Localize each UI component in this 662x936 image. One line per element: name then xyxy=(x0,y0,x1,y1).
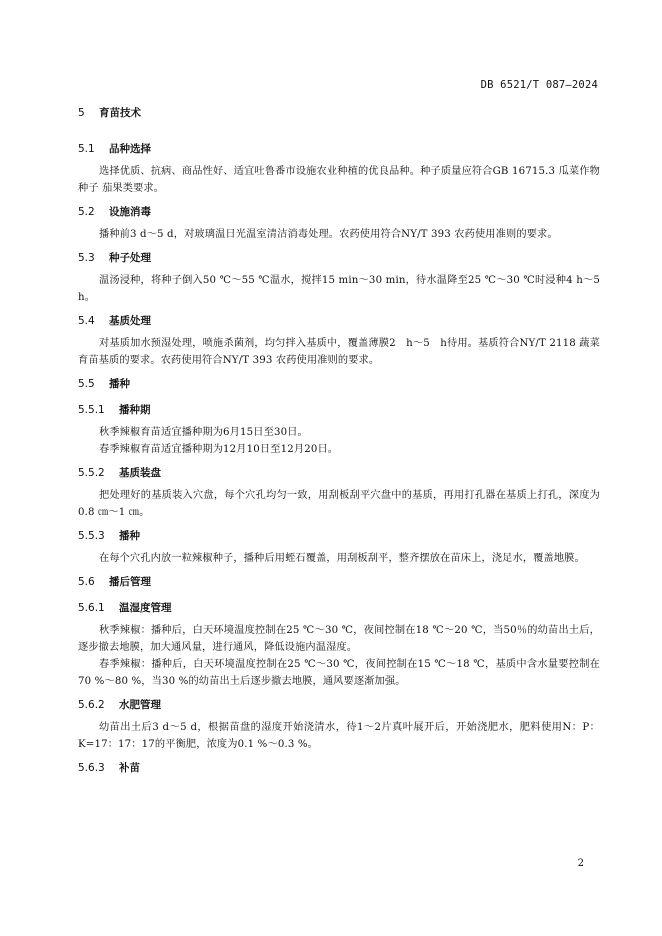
heading-5-6-3: 5.6.3 补苗 xyxy=(78,762,140,774)
heading-5-5: 5.5 播种 xyxy=(78,378,130,390)
heading-5-5-1: 5.5.1 播种期 xyxy=(78,404,151,416)
heading-5-4: 5.4 基质处理 xyxy=(78,315,151,327)
paragraph: 播种前3 d～5 d，对玻璃温日光温室清洁消毒处理。农药使用符合NY/T 393 农药使用准则的要求。 xyxy=(99,229,558,240)
paragraph: 春季辣椒育苗适宜播种期为12月10日至12月20日。 xyxy=(99,444,339,455)
paragraph: 把处理好的基质装入穴盘，每个穴孔均匀一致，用刮板刮平穴盘中的基质，再用打孔器在基质上打孔，深度为0.8 ㎝～1 ㎝。 xyxy=(78,490,600,518)
page-number: 2 xyxy=(577,858,584,869)
heading-5: 5 育苗技术 xyxy=(78,107,141,119)
heading-5-1: 5.1 品种选择 xyxy=(78,143,151,155)
page-content xyxy=(78,104,600,775)
paragraph: 秋季辣椒育苗适宜播种期为6月15日至30日。 xyxy=(99,427,308,438)
heading-5-6: 5.6 播后管理 xyxy=(78,576,151,588)
heading-5-5-3: 5.5.3 播种 xyxy=(78,530,140,542)
paragraph: 秋季辣椒：播种后，白天环境温度控制在25 ℃～30 ℃，夜间控制在18 ℃～20 ℃，当50％的幼苗出土后，逐步撤去地膜，加大通风量，进行通风，降低设施内温湿度。 xyxy=(78,625,600,653)
heading-5-2: 5.2 设施消毒 xyxy=(78,206,151,218)
heading-5-6-2: 5.6.2 水肥管理 xyxy=(78,699,161,711)
heading-5-6-1: 5.6.1 温湿度管理 xyxy=(78,602,172,614)
heading-5-5-2: 5.5.2 基质装盘 xyxy=(78,467,161,479)
heading-5-3: 5.3 种子处理 xyxy=(78,252,151,264)
paragraph: 对基质加水预湿处理，喷施杀菌剂，均匀拌入基质中，覆盖薄膜2 h～5 h待用。基质符合NY/T 2118 蔬菜育苗基质的要求。农药使用符合NY/T 393 农药使用准则的要求。 xyxy=(78,338,600,366)
paragraph: 幼苗出土后3 d～5 d，根据苗盘的湿度开始浇清水，待1～2片真叶展开后，开始浇肥水，肥料使用N：P：K=17：17：17的平衡肥，浓度为0.1 %～0.3 %。 xyxy=(78,722,600,750)
paragraph: 在每个穴孔内放一粒辣椒种子，播种后用蛭石覆盖，用刮板刮平，整齐摆放在苗床上，浇足水，覆盖地膜。 xyxy=(99,553,585,564)
paragraph: 选择优质、抗病、商品性好、适宜吐鲁番市设施农业种植的优良品种。种子质量应符合GB 16715.3 瓜菜作物种子 茄果类要求。 xyxy=(78,166,600,194)
document-id: DB 6521/T 087—2024 xyxy=(480,79,598,91)
paragraph: 春季辣椒：播种后，白天环境温度控制在25 ℃～30 ℃，夜间控制在15 ℃～18 ℃，基质中含水量要控制在70 %～80 %，当30 %的幼苗出土后逐步撤去地膜，通风要逐渐加强。 xyxy=(78,659,600,687)
paragraph: 温汤浸种，将种子倒入50 ℃～55 ℃温水，搅拌15 min～30 min，待水温降至25 ℃～30 ℃时浸种4 h～5 h。 xyxy=(78,275,600,303)
